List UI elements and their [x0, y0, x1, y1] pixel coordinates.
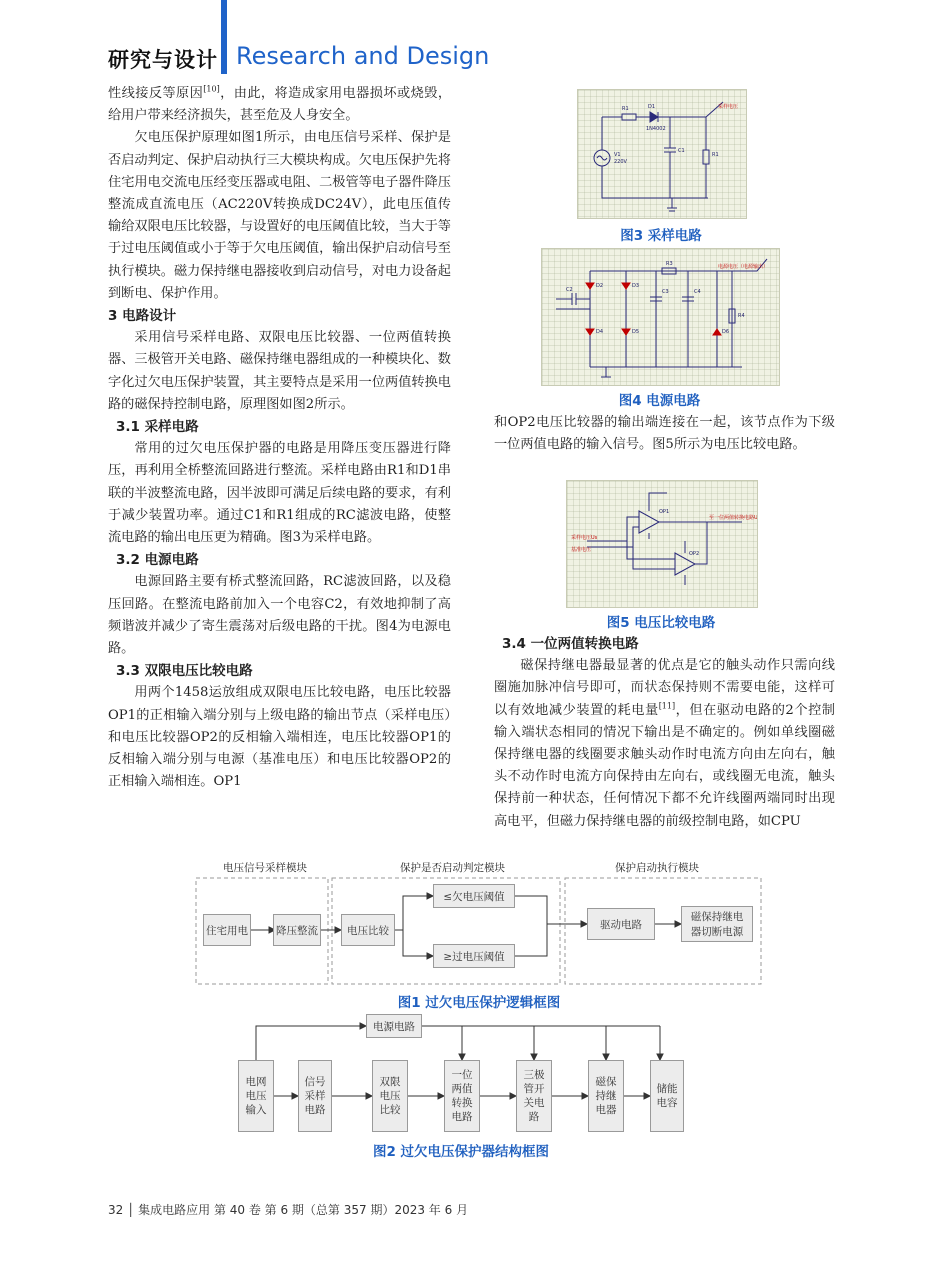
fig4-label-c2: C2	[566, 287, 573, 293]
fig2-box-capacitor: 储能电容	[650, 1060, 684, 1132]
paragraph-text: 磁保持继电器最显著的优点是它的触头动作只需向线圈施加脉冲信号即可，而状态保持则不需要电能，这样可以有效地减少装置的耗电量	[494, 658, 835, 718]
paragraph: 采用信号采样电路、双限电压比较器、一位两值转换器、三极管开关电路、磁保持继电器组成的一种模块化、数字化过欠电压保护装置，其主要特点是采用一位两值转换电路的磁保持控制电路，原理图如图2所示。	[108, 330, 451, 412]
paragraph-text: 性线接反等原因	[108, 86, 204, 101]
fig1-box-relay: 磁保持继电器切断电源	[681, 906, 753, 942]
paragraph-text: ，但在驱动电路的2个控制输入端状态相同的情况下输出是不确定的。例如单线圈磁保持继电器的线圈要求触头动作时电流方向由左向右，触头不动作时电流方向保持由左向右，或线圈无电流，触头保持前一种状态，任何情况下都不允许线圈两端同时出现高电平，但磁力保持继电器的前级控制电路，如CPU	[494, 702, 835, 829]
fig2-box-relay: 磁保持继电器	[588, 1060, 624, 1132]
paragraph: 和OP2电压比较器的输出端连接在一起，该节点作为下级一位两值电路的输入信号。图5所示为电压比较电路。	[494, 415, 835, 453]
paragraph	[108, 83, 451, 127]
fig3-label-220v: 220V	[614, 159, 627, 165]
fig1-box-compare: 电压比较	[341, 914, 395, 946]
fig3-label-output: 采样电压	[718, 104, 739, 110]
fig4-label-output: 电源电压（电源输出）	[718, 264, 769, 270]
fig5-label-op1: OP1	[659, 509, 670, 515]
fig4-label-r4: R4	[738, 313, 745, 319]
subsection-heading: 3.4 一位两值转换电路	[502, 636, 639, 652]
fig1-module-execute: 保护启动执行模块	[615, 862, 699, 874]
fig5-label-output: 至一位两值转换电路Ua	[709, 515, 757, 521]
fig5-schematic	[567, 481, 757, 607]
fig2-box-converter: 一位两值转换电路	[444, 1060, 480, 1132]
fig1-module-judge: 保护是否启动判定模块	[400, 862, 505, 874]
fig1-module-sampling: 电压信号采样模块	[223, 862, 307, 874]
subsection-heading: 3.3 双限电压比较电路	[116, 663, 253, 680]
section-title-en: Research and Design	[236, 42, 490, 70]
fig5-label-reference: 基准电压	[571, 547, 592, 553]
section-title-zh: 研究与设计	[108, 48, 218, 72]
right-column-section	[494, 633, 835, 833]
fig1-caption: 图1 过欠电压保护逻辑框图	[397, 995, 561, 1011]
fig3-label-r1b: R1	[712, 152, 719, 158]
fig1-box-rectify: 降压整流	[273, 914, 321, 946]
fig3-label-r1: R1	[622, 106, 629, 112]
citation: [10]	[203, 84, 220, 94]
fig4-label-d4: D4	[596, 329, 604, 335]
fig4-circuit-image	[541, 248, 780, 386]
fig4-label-d6: D6	[722, 329, 730, 335]
left-column	[108, 83, 451, 794]
paragraph	[494, 655, 835, 833]
fig5-circuit-image	[566, 480, 758, 608]
fig2-box-transistor: 三极管开关电路	[516, 1060, 552, 1132]
fig4-label-c3: C3	[662, 289, 669, 295]
fig5-label-sample: 采样电压Us	[571, 535, 598, 541]
paragraph: 欠电压保护原理如图1所示，由电压信号采样、保护是否启动判定、保护启动执行三大模块构成。欠电压保护先将住宅用电交流电压经变压器或电阻、二极管等电子器件降压整流成直流电压（AC220V转换成DC24V），此电压值传输给双限电压比较器，与设置好的电压阈值比较，当大于等于过电压阈值或小于等于欠电压阈值，输出保护启动信号至执行模块。磁力保持继电器接收到启动信号，对电力设备起到断电、保护作用。	[108, 130, 451, 301]
paragraph: 电源回路主要有桥式整流回路，RC滤波回路，以及稳压回路。在整流电路前加入一个电容C2，有效地抑制了高频谐波并减少了寄生震荡对后级电路的干扰。图4为电源电路。	[108, 574, 451, 657]
fig1-box-overvoltage: ≥过电压阈值	[433, 944, 515, 968]
fig3-schematic	[578, 90, 746, 218]
fig1-box-home-power: 住宅用电	[203, 914, 251, 946]
fig2-box-power: 电源电路	[366, 1014, 422, 1038]
fig3-label-d1: D1	[648, 104, 656, 110]
fig4-label-r3: R3	[666, 261, 673, 267]
fig3-label-diode-model: 1N4002	[646, 126, 666, 132]
header-accent-bar	[221, 0, 227, 74]
section-heading: 3 电路设计	[108, 308, 177, 325]
fig3-caption: 图3 采样电路	[620, 228, 702, 244]
fig2-caption: 图2 过欠电压保护器结构框图	[372, 1144, 550, 1160]
fig1-box-drive: 驱动电路	[587, 908, 655, 940]
subsection-heading: 3.2 电源电路	[116, 552, 199, 569]
fig3-circuit-image	[577, 89, 747, 219]
fig4-caption: 图4 电源电路	[618, 393, 701, 409]
fig4-label-c4: C4	[694, 289, 701, 295]
fig1-diagram	[195, 858, 763, 988]
fig5-caption: 图5 电压比较电路	[606, 615, 716, 631]
paragraph-text: ，由此，将造成家用电器损坏或烧毁，给用户带来经济损失，甚至危及人身安全。	[108, 86, 452, 124]
fig5-label-op2: OP2	[689, 551, 700, 557]
fig4-schematic	[542, 249, 779, 385]
subsection-heading: 3.1 采样电路	[116, 419, 199, 436]
citation: [11]	[658, 701, 676, 711]
fig2-box-sampling: 信号采样电路	[298, 1060, 332, 1132]
paragraph: 常用的过欠电压保护器的电路是用降压变压器进行降压，再利用全桥整流回路进行整流。采样电路由R1和D1串联的半波整流电路，因半波即可满足后续电路的要求，有利于减少装置功率。通过C1和R1组成的RC滤波电路，使整流电路的输出电压更为精确。图3为采样电路。	[108, 441, 451, 546]
fig2-box-grid-input: 电网电压输入	[238, 1060, 274, 1132]
fig2-diagram	[236, 1012, 686, 1136]
fig4-label-d3: D3	[632, 283, 640, 289]
fig3-label-v1: V1	[614, 152, 621, 158]
right-column-paragraph	[494, 412, 835, 456]
fig2-box-dual-compare: 双限电压比较	[372, 1060, 408, 1132]
fig3-label-c1: C1	[678, 148, 685, 154]
paragraph: 用两个1458运放组成双限电压比较电路，电压比较器OP1的正相输入端分别与上级电路的输出节点（采样电压）和电压比较器OP2的反相输入端相连，电压比较器OP1的反相输入端分别与电源（基准电压）和电压比较器OP2的正相输入端相连。OP1	[108, 685, 451, 790]
fig4-label-d2: D2	[596, 283, 604, 289]
page-footer: 32 │ 集成电路应用 第 40 卷 第 6 期（总第 357 期）2023 年 6 月	[108, 1203, 469, 1217]
fig1-box-undervoltage: ≤欠电压阈值	[433, 884, 515, 908]
fig4-label-d5: D5	[632, 329, 640, 335]
